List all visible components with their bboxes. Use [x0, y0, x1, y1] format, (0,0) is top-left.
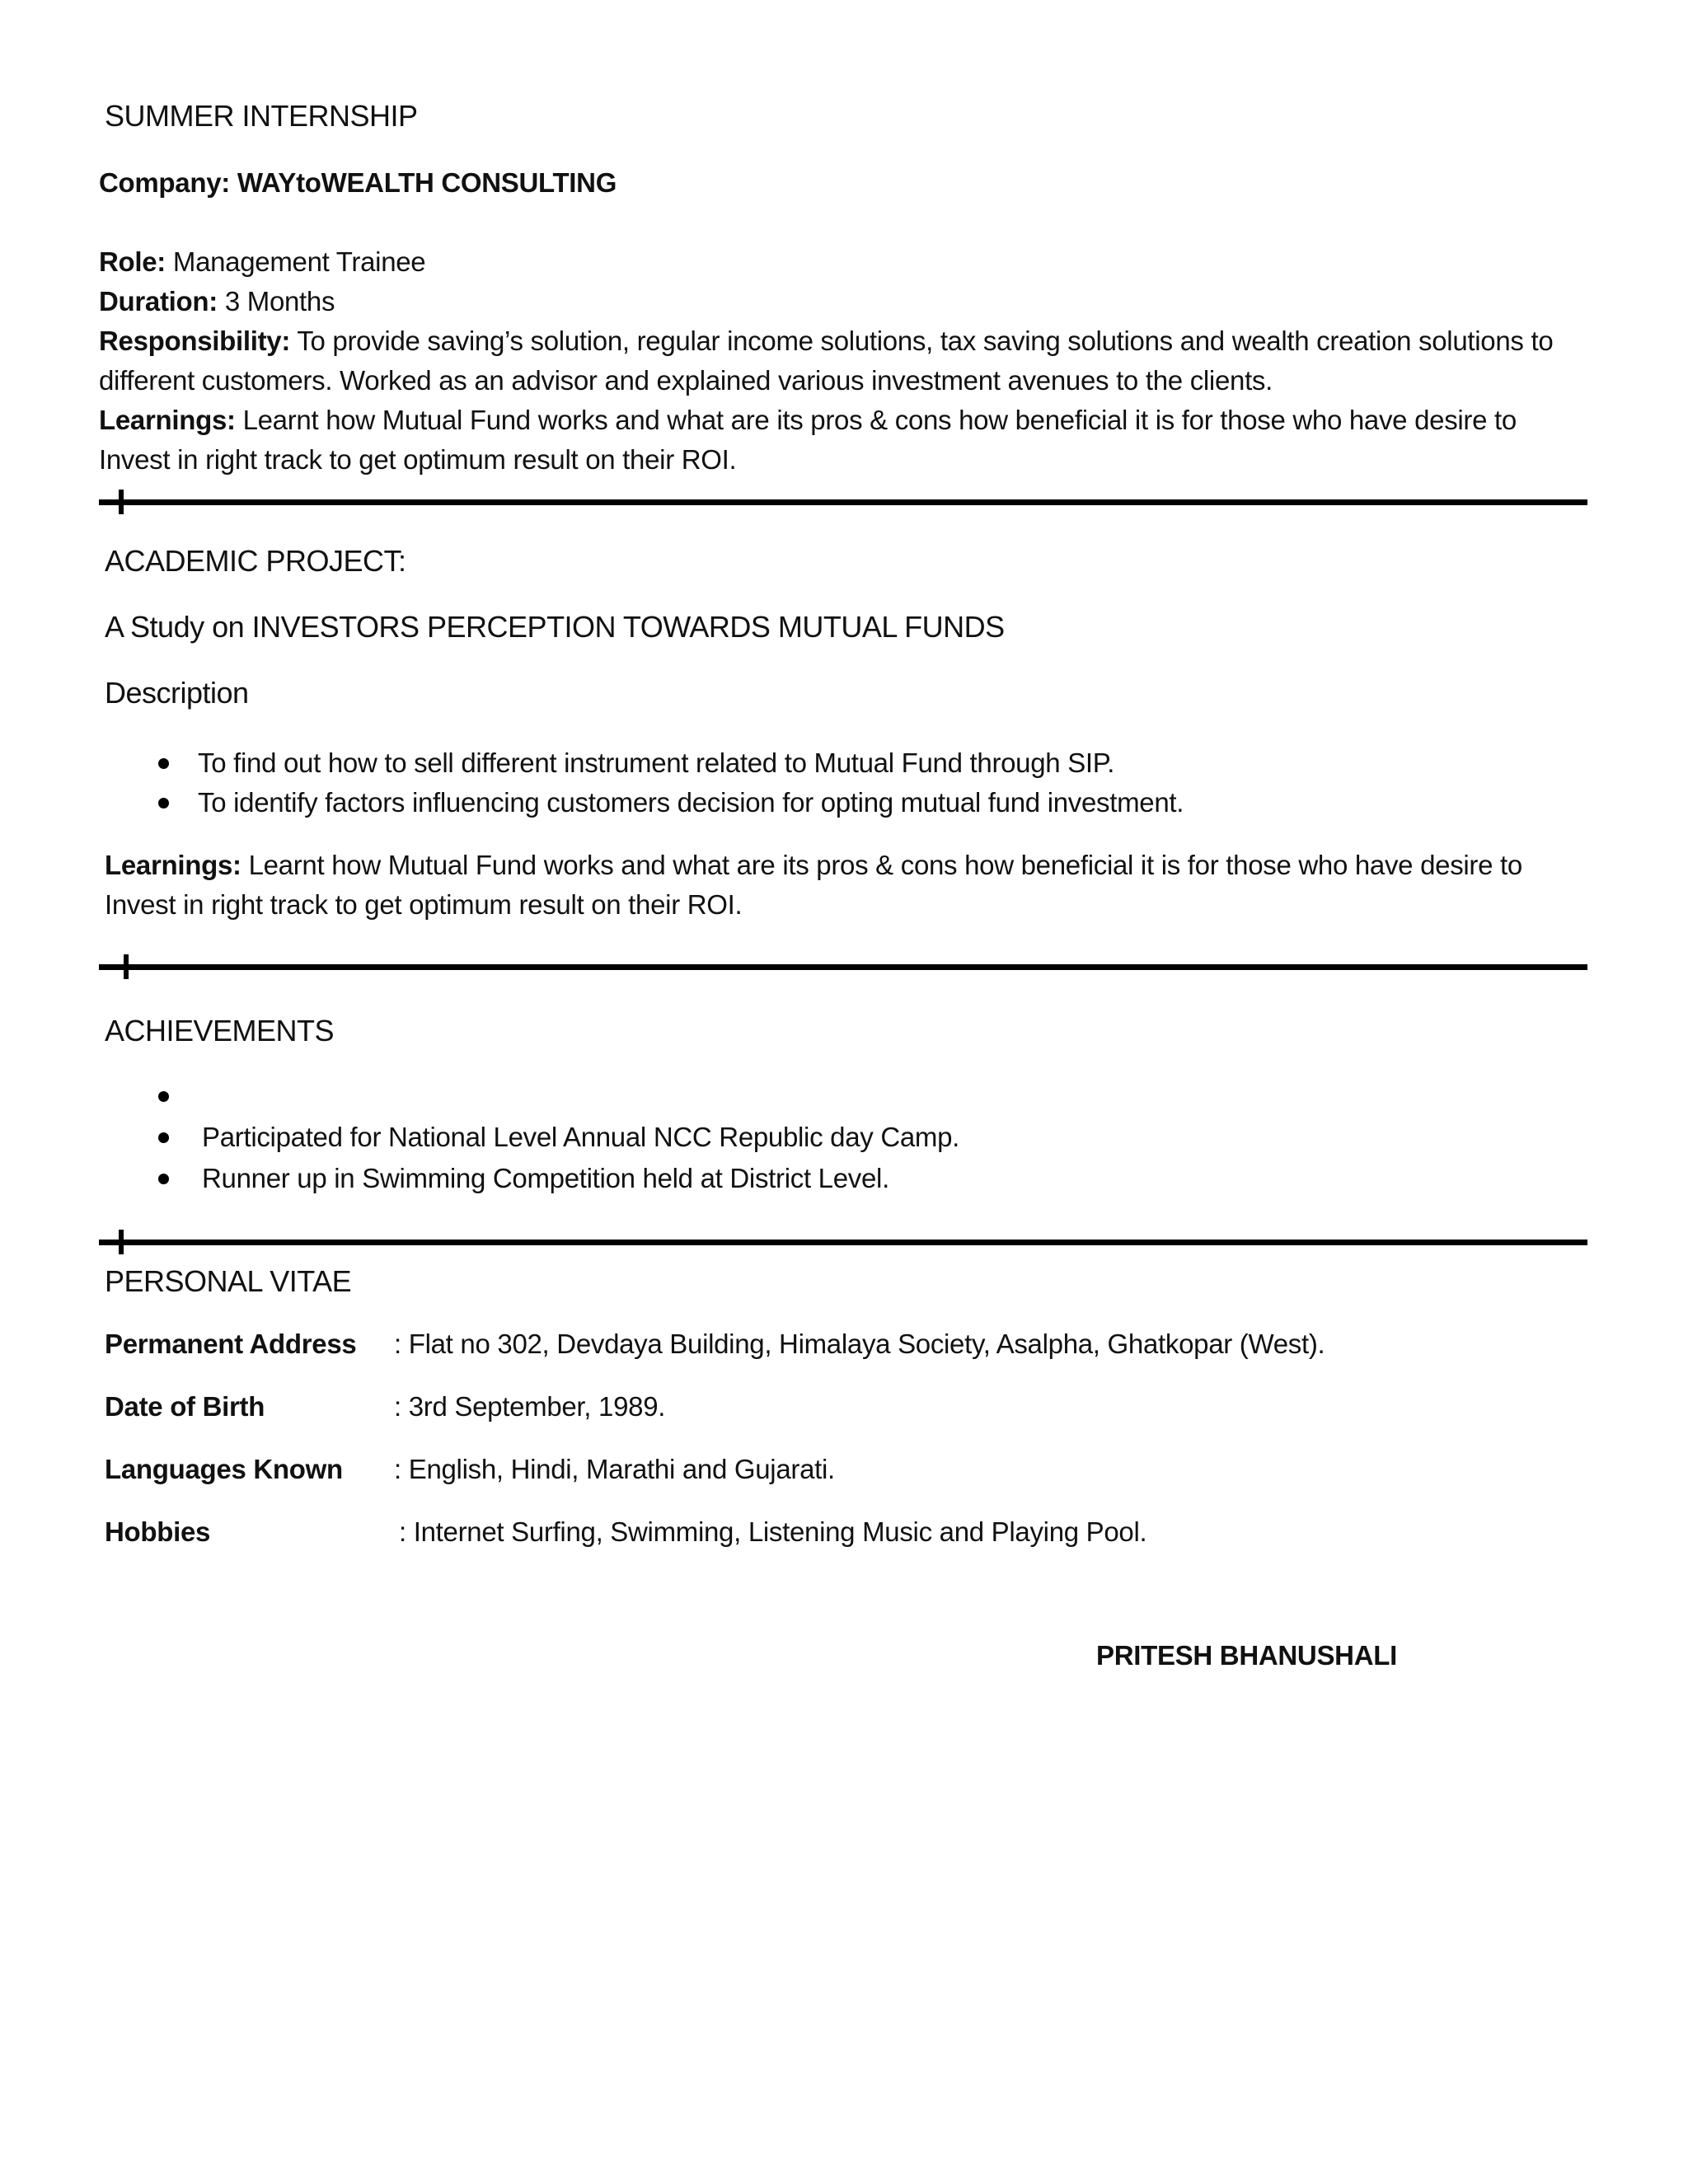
bullet-icon: [158, 758, 169, 769]
duration-label: Duration:: [99, 286, 218, 316]
role-value: Management Trainee: [172, 246, 426, 277]
address-value: : Flat no 302, Devdaya Building, Himalaya Society, Asalpha, Ghatkopar (West).: [394, 1329, 1325, 1359]
languages-label: Languages Known: [105, 1454, 343, 1484]
duration-value: 3 Months: [224, 286, 335, 316]
project-learnings-value: Learnt how Mutual Fund works and what are its pros & cons how beneficial it is for those who have desire to Invest in right track to get optimum result on their ROI.: [105, 850, 1522, 920]
role-line: [99, 242, 425, 282]
address-label: Permanent Address: [105, 1329, 357, 1359]
responsibility-label: Responsibility:: [99, 326, 291, 356]
internship-heading: SUMMER INTERNSHIP: [105, 99, 418, 133]
company-line: [99, 163, 617, 203]
bullet-icon: [158, 1091, 169, 1102]
divider-tick: [119, 1230, 124, 1254]
divider-tick: [119, 490, 124, 514]
project-description-heading: Description: [105, 676, 249, 710]
section-divider: [99, 499, 1587, 505]
section-divider: [99, 964, 1587, 970]
internship-learnings-label: Learnings:: [99, 405, 236, 435]
hobbies-label: Hobbies: [105, 1516, 211, 1547]
duration-line: [99, 282, 335, 321]
bullet-icon: [158, 1174, 169, 1184]
dob-label: Date of Birth: [105, 1391, 265, 1422]
company-label: Company:: [99, 167, 230, 198]
divider-tick: [124, 954, 129, 979]
dob-value: : 3rd September, 1989.: [394, 1391, 666, 1422]
internship-learnings-paragraph: [99, 401, 1587, 480]
responsibility-value: To provide saving’s solution, regular income solutions, tax saving solutions and wealth creation solutions to different customers. Worked as an advisor and explained various investment avenues to the clients.: [99, 326, 1554, 396]
bullet-icon: [158, 798, 169, 808]
project-heading: ACADEMIC PROJECT:: [105, 544, 406, 578]
achievements-heading: ACHIEVEMENTS: [105, 1014, 335, 1047]
bullet-icon: [158, 1132, 169, 1143]
project-title: A Study on INVESTORS PERCEPTION TOWARDS MUTUAL FUNDS: [105, 610, 1005, 644]
role-label: Role:: [99, 246, 166, 277]
project-learnings-paragraph: [105, 846, 1588, 925]
resume-page: SUMMER INTERNSHIP Company: WAYtoWEALTH CONSULTING Role: Management Trainee Duration: 3 Months Responsibility: To provide saving’s solution, regular income solutions, tax saving solutions and wealth creation solutions to different customers. Worked as an advisor and explained various investment avenues to the clients. Learnings: Learnt how Mutual Fund works and what are its pros & cons how beneficial it is for those who have desire to Invest in right track to get optimum result on their ROI. ACADEMIC PROJECT: A Study on INVESTORS PERCEPTION TOWARDS MUTUAL FUNDS Description To find out how to sell different instrument related to Mutual Fund through SIP. To identify factors influencing customers decision for opting mutual fund investment. Learnings: Learnt how Mutual Fund works and what are its pros & cons how beneficial it is for those who have desire to Invest in right track to get optimum result on their ROI. ACHIEVEMENTS Participated for National Level Annual NCC Republic day Camp. Runner up in Swimming Competition held at District Level. PERSONAL VITAE Permanent Address : Flat no 302, Devdaya Building, Himalaya Society, Asalpha, Ghatkopar (West). Date of Birth : 3rd September, 1989. Languages Known : English, Hindi, Marathi and Gujarati. Hobbies : Internet Surfing, Swimming, Listening Music and Playing Pool. PRITESH BHANUSHALI: [0, 0, 1688, 2184]
personal-heading: PERSONAL VITAE: [105, 1264, 352, 1298]
section-divider: [99, 1240, 1587, 1245]
internship-learnings-value: Learnt how Mutual Fund works and what are its pros & cons how beneficial it is for those who have desire to Invest in right track to get optimum result on their ROI.: [99, 405, 1517, 475]
company-value: WAYtoWEALTH CONSULTING: [237, 167, 617, 198]
signature-name: PRITESH BHANUSHALI: [1096, 1640, 1397, 1671]
languages-value: : English, Hindi, Marathi and Gujarati.: [394, 1454, 835, 1484]
project-learnings-label: Learnings:: [105, 850, 241, 880]
hobbies-value: : Internet Surfing, Swimming, Listening Music and Playing Pool.: [399, 1516, 1147, 1547]
responsibility-paragraph: [99, 321, 1587, 401]
